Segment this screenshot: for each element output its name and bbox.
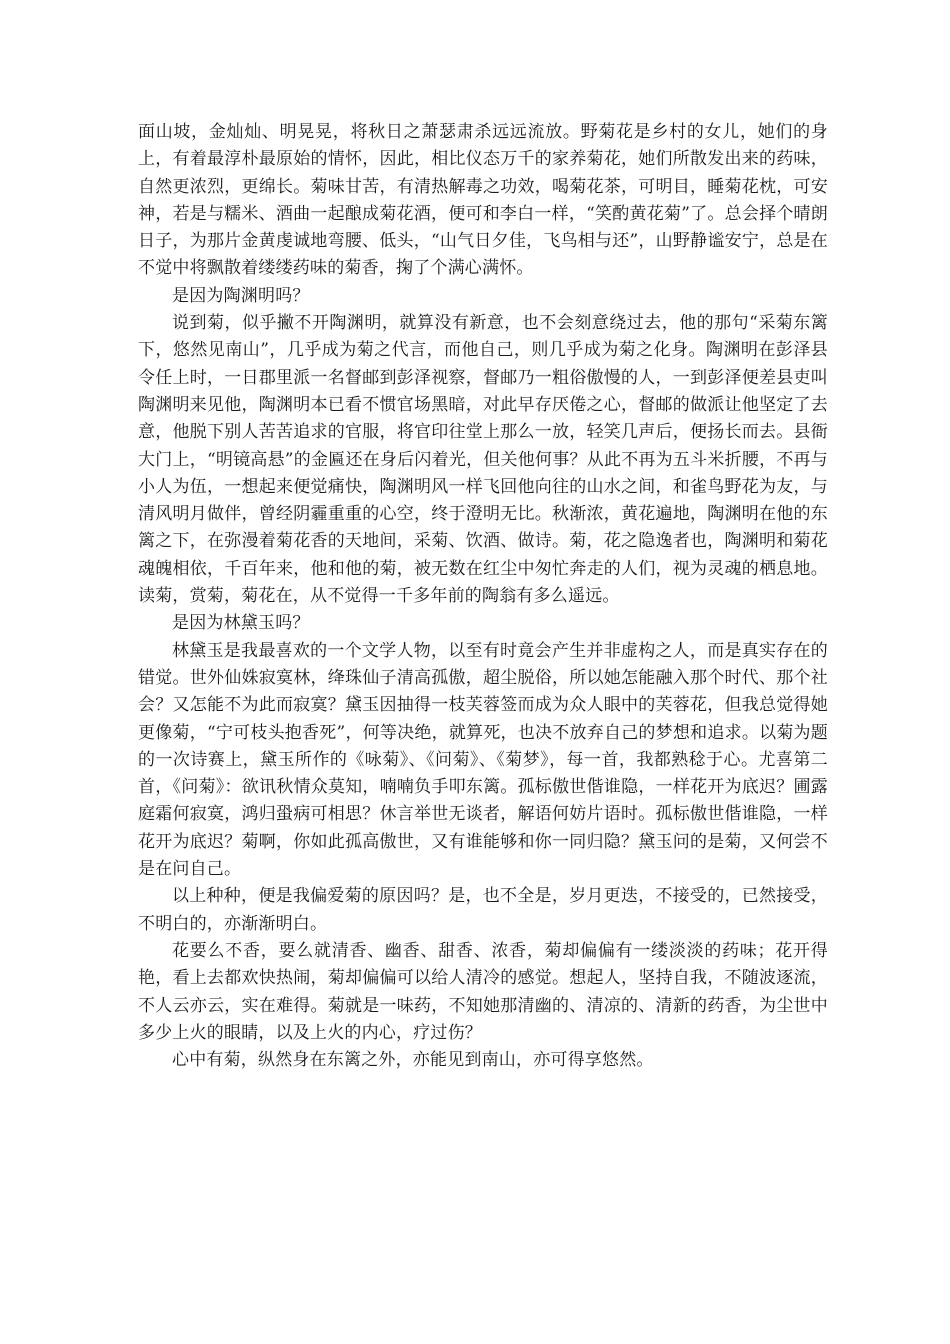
paragraph-question-lin: 是因为林黛玉吗？ — [172, 613, 310, 634]
paragraph-question-tao: 是因为陶渊明吗？ — [172, 285, 310, 306]
paragraph-tao-yuanming: 说到菊，似乎撇不开陶渊明，就算没有新意，也不会刻意绕过去，他的那句“采菊东篱下，悠然见南山”，几乎成为菊之代言，而他自己，则几乎成为菊之化身。陶渊明在彭泽县令任上时，一日郡里派一名督邮到彭泽视察，督邮乃一粗俗傲慢的人，一到彭泽便差县吏叫陶渊明来见他，陶渊明本已看不惯官场黑暗，对此早存厌倦之心，督邮的做派让他坚定了去意，他脱下别人苦苦追求的官服，将官印往堂上那么一放，轻笑几声后，便扬长而去。县衙大门上，“明镜高悬”的金匾还在身后闪着光，但关他何事？从此不再为五斗米折腰，不再与小人为伍，一想起来便觉痛快，陶渊明风一样飞回他向往的山水之间，和雀鸟野花为友，与清风明月做伴，曾经阴霾重重的心空，终于澄明无比。秋渐浓，黄花遍地，陶渊明在他的东篱之下，在弥漫着菊花香的天地间，采菊、饮酒、做诗。菊，花之隐逸者也，陶渊明和菊花魂魄相依，千百年来，他和他的菊，被无数在红尘中匆忙奔走的人们，视为灵魂的栖息地。读菊，赏菊，菊花在，从不觉得一千多年前的陶翁有多么遥远。 — [138, 313, 828, 607]
article-body — [138, 119, 828, 1074]
paragraph-reasons: 以上种种，便是我偏爱菊的原因吗？是，也不全是，岁月更迭，不接受的，已然接受，不明白的，亦渐渐明白。 — [138, 886, 828, 934]
paragraph-conclusion: 心中有菊，纵然身在东篱之外，亦能见到南山，亦可得享悠然。 — [172, 1050, 654, 1071]
paragraph-continuation: 面山坡，金灿灿、明晃晃，将秋日之萧瑟肃杀远远流放。野菊花是乡村的女儿，她们的身上，有着最淳朴最原始的情怀，因此，相比仪态万千的家养菊花，她们所散发出来的药味，自然更浓烈，更绵长。菊味甘苦，有清热解毒之功效，喝菊花茶，可明目，睡菊花枕，可安神，若是与糯米、酒曲一起酿成菊花酒，便可和李白一样，“笑酌黄花菊”了。总会择个晴朗日子，为那片金黄虔诚地弯腰、低头，“山气日夕佳，飞鸟相与还”，山野静谧安宁，总是在不觉中将飘散着缕缕药味的菊香，掬了个满心满怀。 — [138, 122, 828, 279]
paragraph-lin-daiyu: 林黛玉是我最喜欢的一个文学人物，以至有时竟会产生并非虚构之人，而是真实存在的错觉。世外仙姝寂寞林，绛珠仙子清高孤傲，超尘脱俗，所以她怎能融入那个时代、那个社会？又怎能不为此而寂寞？黛玉因抽得一枝芙蓉签而成为众人眼中的芙蓉花，但我总觉得她更像菊，“宁可枝头抱香死”，何等决绝，就算死，也决不放弃自己的梦想和追求。以菊为题的一次诗赛上，黛玉所作的《咏菊》、《问菊》、《菊梦》，每一首，我都熟稔于心。尤喜第二首，《问菊》：欲讯秋情众莫知，喃喃负手叩东篱。孤标傲世偕谁隐，一样花开为底迟？圃露庭霜何寂寞，鸿归蛩病可相思？休言举世无谈者，解语何妨片语时。孤标傲世偕谁隐，一样花开为底迟？菊啊，你如此孤高傲世，又有谁能够和你一同归隐？黛玉问的是菊，又何尝不是在问自己。 — [138, 640, 828, 880]
paragraph-medicine: 花要么不香，要么就清香、幽香、甜香、浓香，菊却偏偏有一缕淡淡的药味；花开得艳，看上去都欢快热闹，菊却偏偏可以给人清冷的感觉。想起人，坚持自我，不随波逐流，不人云亦云，实在难得。菊就是一味药，不知她那清幽的、清凉的、清新的药香，为尘世中多少上火的眼睛，以及上火的内心，疗过伤？ — [138, 940, 828, 1043]
